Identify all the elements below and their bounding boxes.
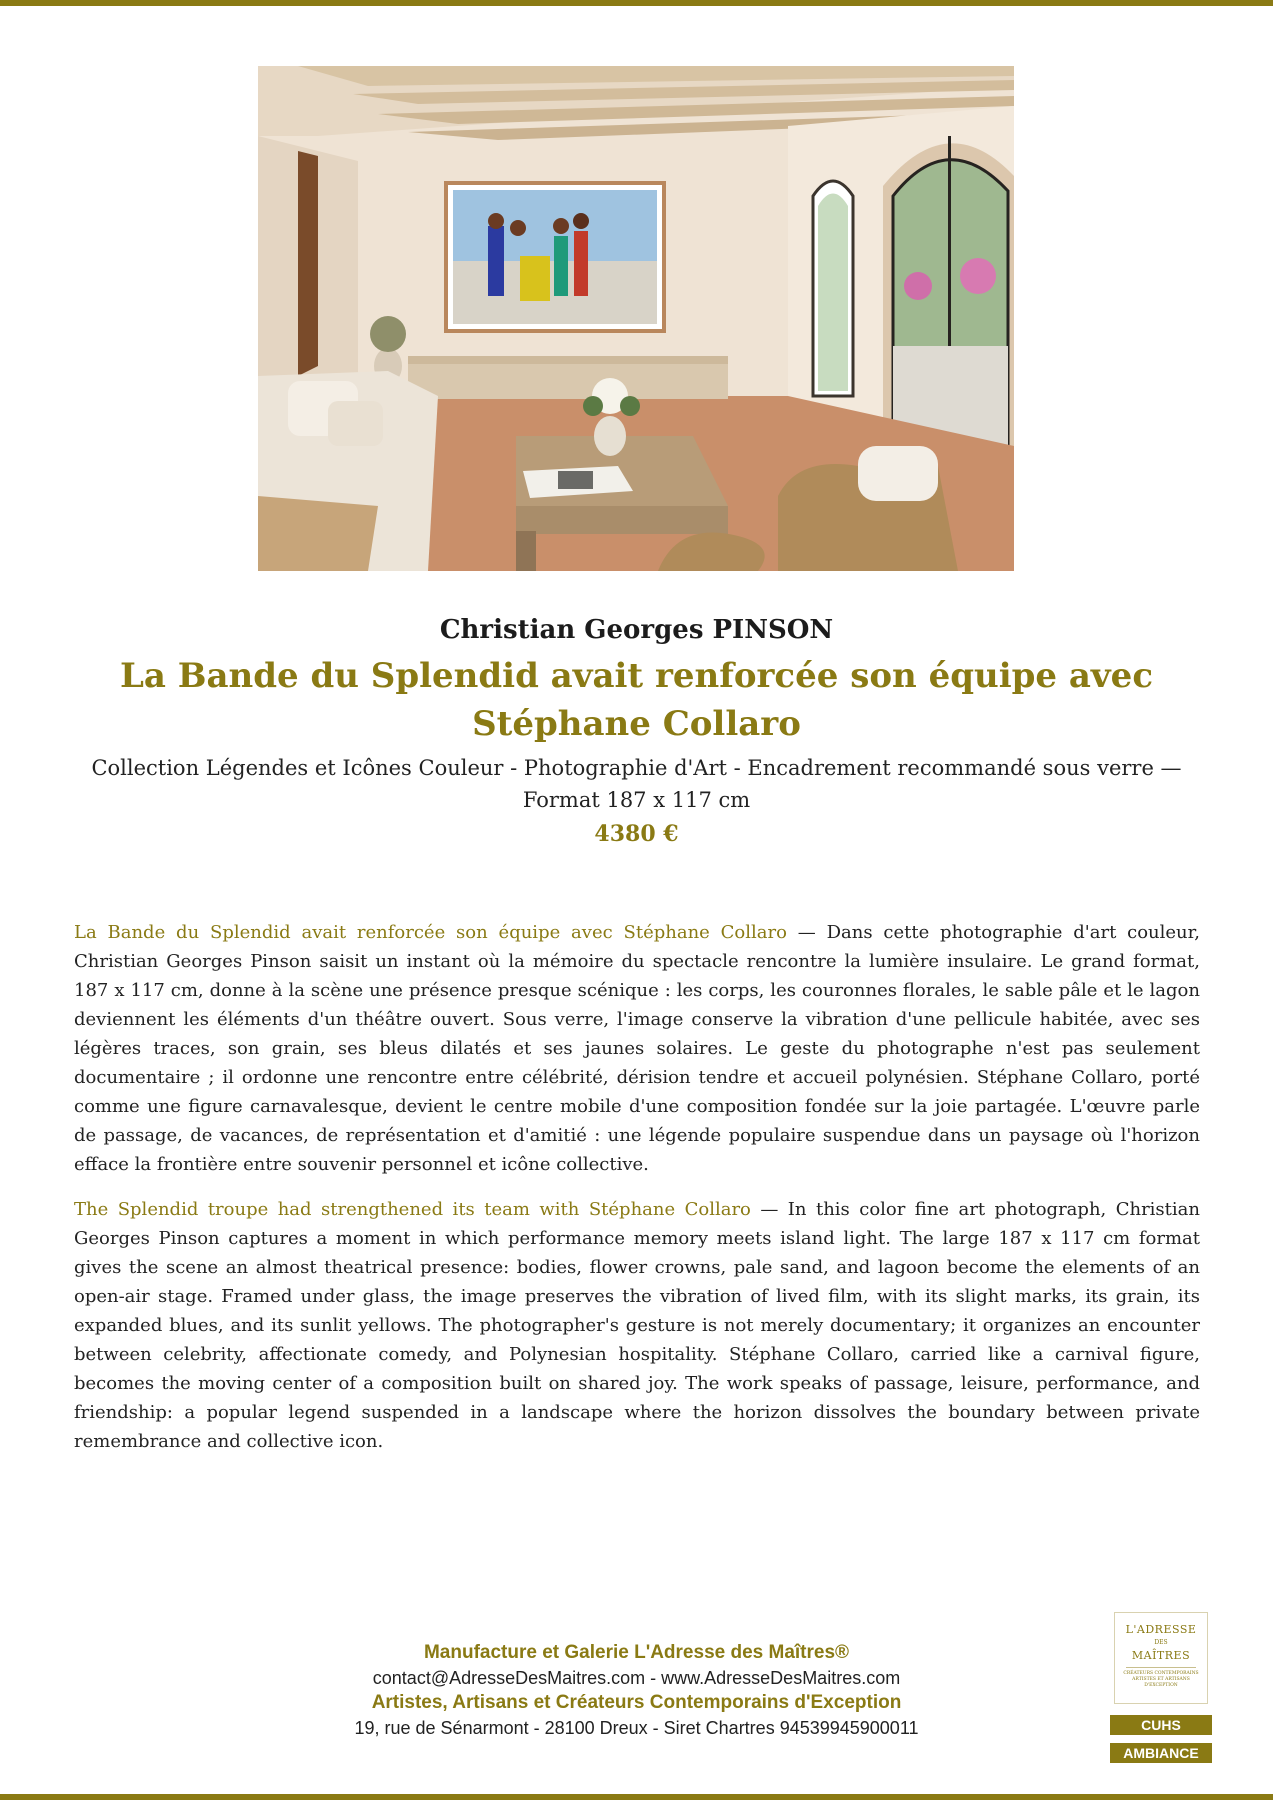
gallery-logo xyxy=(1114,1612,1208,1704)
footer-tagline: Artistes, Artisans et Créateurs Contemporains d'Exception xyxy=(371,1692,902,1713)
description-french-text: — Dans cette photographie d'art couleur, Christian Georges Pinson saisit un instant où la mémoire du spectacle rencontre la lumière insulaire. Le grand format, 187 x 117 cm, donne à la scène une présence presque scénique : les corps, les couronnes florales, le sable pâle et le lagon deviennent les éléments d'un théâtre ouvert. Sous verre, l'image conserve la vibration d'une pellicule habitée, avec ses légères traces, son grain, ses bleus dilatés et ses jaunes solaires. Le geste du photographe n'est pas seulement documentaire ; il ordonne une rencontre entre célébrité, dérision tendre et accueil polynésien. Stéphane Collaro, porté comme une figure carnavalesque, devient le centre mobile d'une composition fondée sur la joie partagée. L'œuvre parle de passage, de vacances, de représentation et d'amitié : une légende populaire suspendue dans un paysage où l'horizon efface la frontière entre souvenir personnel et icône collective. xyxy=(74,922,1200,1175)
gallery-footer xyxy=(300,1640,973,1740)
footer-address: 19, rue de Sénarmont - 28100 Dreux - Siret Chartres 94539945900011 xyxy=(354,1718,919,1738)
artwork-title: La Bande du Splendid avait renforcée son équipe avec Stéphane Collaro xyxy=(119,656,1154,744)
description-french xyxy=(74,918,1200,1179)
artwork-description xyxy=(74,918,1200,1472)
badge-ambiance: AMBIANCE xyxy=(1110,1743,1212,1763)
logo-divider xyxy=(1126,1667,1196,1668)
artwork-header xyxy=(60,612,1213,850)
footer-gallery-name: Manufacture et Galerie L'Adresse des Maîtres® xyxy=(423,1642,850,1663)
description-english-lead: The Splendid troupe had strengthened its team with Stéphane Collaro xyxy=(74,1199,751,1220)
artwork-subtitle: Collection Légendes et Icônes Couleur - Photographie d'Art - Encadrement recommandé sous verre — Format 187 x 117 cm xyxy=(91,756,1182,812)
logo-line-1: L'ADRESSE xyxy=(1125,1623,1197,1636)
description-english xyxy=(74,1195,1200,1456)
logo-line-3: MAÎTRES xyxy=(1131,1649,1191,1662)
logo-line-4: CRÉATEURS CONTEMPORAINS ARTISTES ET ARTISANS D'EXCEPTION xyxy=(1123,1671,1199,1688)
logo-line-2: DES xyxy=(1154,1639,1168,1646)
description-french-lead: La Bande du Splendid avait renforcée son équipe avec Stéphane Collaro xyxy=(74,922,787,943)
top-accent-bar xyxy=(0,0,1273,6)
bottom-accent-bar xyxy=(0,1794,1273,1800)
footer-contact[interactable]: contact@AdresseDesMaitres.com - www.AdresseDesMaitres.com xyxy=(372,1668,901,1688)
artist-name: Christian Georges PINSON xyxy=(439,615,834,645)
badge-cuhs: CUHS xyxy=(1110,1715,1212,1735)
description-english-text: — In this color fine art photograph, Christian Georges Pinson captures a moment in which performance memory meets island light. The large 187 x 117 cm format gives the scene an almost theatrical presence: bodies, flower crowns, pale sand, and lagoon become the elements of an open-air stage. Framed under glass, the image preserves the vibration of lived film, with its slight marks, its grain, its expanded blues, and its sunlit yellows. The photographer's gesture is not merely documentary; it organizes an encounter between celebrity, affectionate comedy, and Polynesian hospitality. Stéphane Collaro, carried like a carnival figure, becomes the moving center of a composition built on shared joy. The work speaks of passage, leisure, performance, and friendship: a popular legend suspended in a landscape where the horizon dissolves the boundary between private remembrance and collective icon. xyxy=(74,1199,1200,1452)
artwork-price: 4380 € xyxy=(594,821,679,847)
artwork-in-room-image xyxy=(258,66,1014,571)
